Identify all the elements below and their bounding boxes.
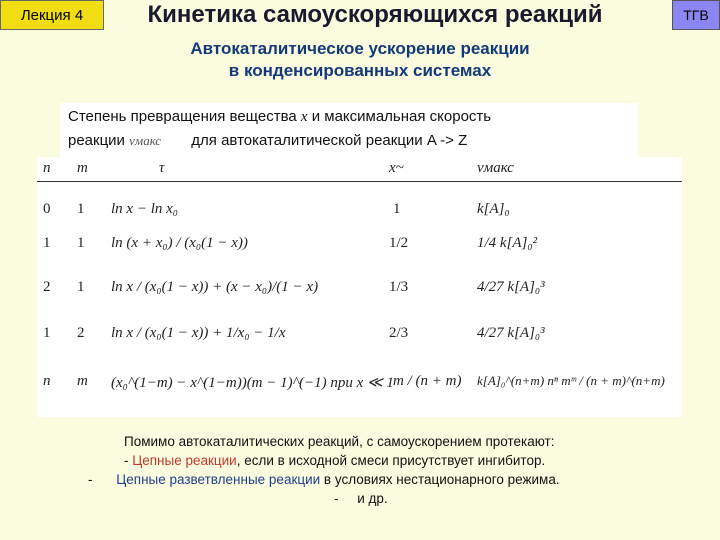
caption-text: Степень превращения вещества — [68, 108, 301, 125]
header-vmax: vмакс — [477, 160, 514, 176]
cell-m: m — [77, 373, 88, 389]
cell-n: n — [43, 373, 51, 389]
table-header — [37, 157, 682, 182]
footer-notes — [60, 432, 700, 508]
caption-text: и максимальная скорость — [307, 108, 492, 125]
footer-text: , если в исходной смеси присутствует ингибитор. — [236, 453, 546, 468]
cell-m: 1 — [77, 235, 85, 251]
caption-vmax: vмакс — [129, 133, 162, 148]
footer-line-3 — [60, 470, 700, 489]
cell-vmax: k[A]₀^(n+m) nⁿ mᵐ / (n + m)^(n+m) — [477, 373, 665, 388]
subtitle-line-2: в конденсированных системах — [228, 61, 492, 80]
cell-tau: ln (x + x₀) / (x₀(1 − x)) — [111, 235, 248, 251]
caption-text: для автокаталитической реакции A -> Z — [191, 132, 468, 149]
footer-text: в условиях нестационарного режима. — [320, 472, 560, 487]
footer-line-1: Помимо автокаталитических реакций, с самоускорением протекают: — [124, 434, 555, 449]
branched-chain-text: Цепные разветвленные реакции — [116, 472, 321, 487]
tgv-tag: ТГВ — [672, 0, 720, 30]
cell-vmax: 4/27 k[A]₀³ — [477, 325, 545, 341]
subtitle-line-1: Автокаталитическое ускорение реакции — [190, 39, 530, 58]
header-tau: τ — [159, 160, 165, 176]
cell-tau: ln x / (x₀(1 − x)) + (x − x₀)/(1 − x) — [111, 279, 319, 295]
page-title: Кинетика самоускоряющихся реакций — [147, 1, 603, 28]
footer-line-4: - и др. — [334, 491, 388, 506]
cell-n: 1 — [43, 235, 51, 251]
cell-vmax: k[A]₀ — [477, 201, 510, 217]
chain-reactions-text: Цепные реакции — [132, 453, 237, 468]
cell-n: 0 — [43, 201, 51, 217]
caption-text: реакции — [68, 132, 125, 149]
table-caption — [60, 103, 638, 157]
cell-n: 1 — [43, 325, 51, 341]
cell-n: 2 — [43, 279, 51, 295]
cell-vmax: 4/27 k[A]₀³ — [477, 279, 545, 295]
cell-tau: ln x / (x₀(1 − x)) + 1/x₀ − 1/x — [111, 325, 286, 341]
cell-x: 2/3 — [389, 325, 409, 341]
cell-m: 1 — [77, 201, 85, 217]
cell-tau: ln x − ln x₀ — [111, 201, 178, 217]
header-m: m — [77, 160, 88, 176]
cell-m: 2 — [77, 325, 85, 341]
kinetics-table — [37, 157, 682, 417]
footer-line-2 — [60, 451, 700, 470]
subtitle — [100, 38, 620, 82]
header-n: n — [43, 160, 51, 176]
cell-vmax: 1/4 k[A]₀² — [477, 235, 538, 251]
cell-x: 1 — [393, 201, 401, 217]
caption-x: x — [300, 109, 308, 125]
caption-line-1 — [68, 105, 630, 129]
cell-m: 1 — [77, 279, 85, 295]
cell-tau: (x₀^(1−m) − x^(1−m))(m − 1)^(−1) при x ≪ 1 — [111, 375, 394, 391]
caption-line-2 — [68, 129, 630, 152]
header-x: x~ — [389, 160, 404, 176]
cell-x: 1/3 — [389, 279, 409, 295]
dash: - — [124, 453, 133, 468]
dash: - — [88, 472, 93, 487]
cell-x: 1/2 — [389, 235, 409, 251]
cell-x: m / (n + m) — [393, 373, 462, 389]
lecture-label: Лекция 4 — [0, 0, 104, 30]
